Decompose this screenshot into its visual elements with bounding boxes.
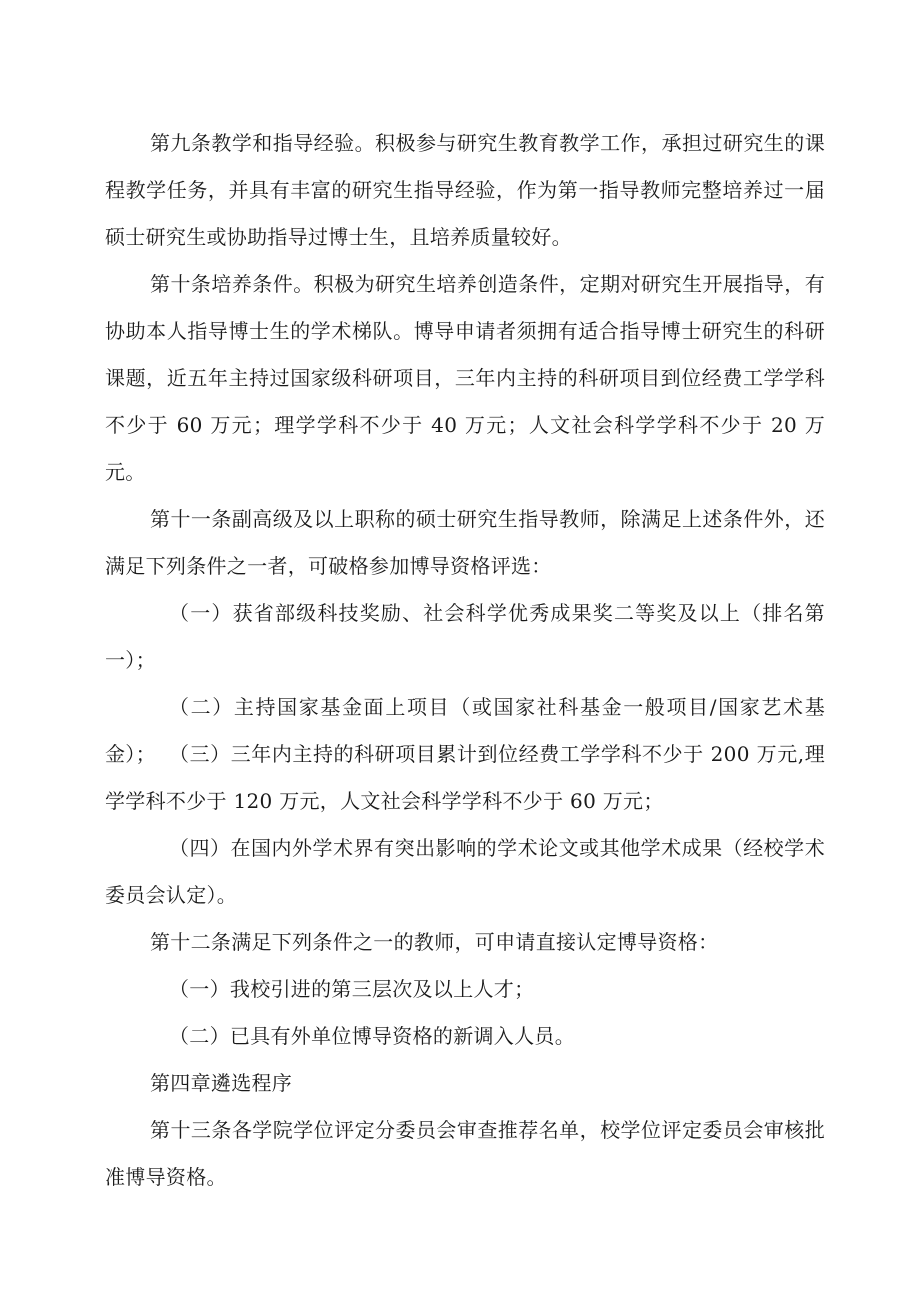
article-12-item-1: （一）我校引进的第三层次及以上人才； — [169, 977, 535, 1001]
article-9-paragraph: 第九条教学和指导经验。积极参与研究生教育教学工作，承担过研究生的课程教学任务，并具有丰富的研究生指导经验，作为第一指导教师完整培养过一届硕士研究生或协助指导过博士生，且培养质量较好。 — [105, 131, 825, 249]
article-11-paragraph: 第十一条副高级及以上职称的硕士研究生指导教师，除满足上述条件外，还满足下列条件之一者，可破格参加博导资格评选： — [105, 507, 825, 578]
article-12-paragraph: 第十二条满足下列条件之一的教师，可申请直接认定博导资格： — [150, 930, 719, 954]
chapter-4-heading: 第四章遴选程序 — [150, 1071, 293, 1095]
article-11-item-3: （三）三年内主持的科研项目累计到位经费工学学科不少于 200 万元,理学学科不少于 120 万元，人文社会科学学科不少于 60 万元； — [105, 742, 825, 813]
article-10-paragraph: 第十条培养条件。积极为研究生培养创造条件，定期对研究生开展指导，有协助本人指导博士生的学术梯队。博导申请者须拥有适合指导博士研究生的科研课题，近五年主持过国家级科研项目，三年内主持的科研项目到位经费工学学科不少于 60 万元；理学学科不少于 40 万元；人文社会科学学科不少于 20 万元。 — [105, 272, 825, 484]
article-11-item-2: （二）主持国家基金面上项目（或国家社科基金一般项目/国家艺术基金）； — [105, 695, 825, 766]
article-13-paragraph: 第十三条各学院学位评定分委员会审查推荐名单，校学位评定委员会审核批准博导资格。 — [105, 1118, 825, 1189]
article-12-item-2: （二）已具有外单位博导资格的新调入人员。 — [169, 1024, 575, 1048]
article-11-item-4: （四）在国内外学术界有突出影响的学术论文或其他学术成果（经校学术委员会认定）。 — [105, 836, 825, 907]
article-11-item-1: （一）获省部级科技奖励、社会科学优秀成果奖二等奖及以上（排名第一）； — [105, 601, 825, 672]
